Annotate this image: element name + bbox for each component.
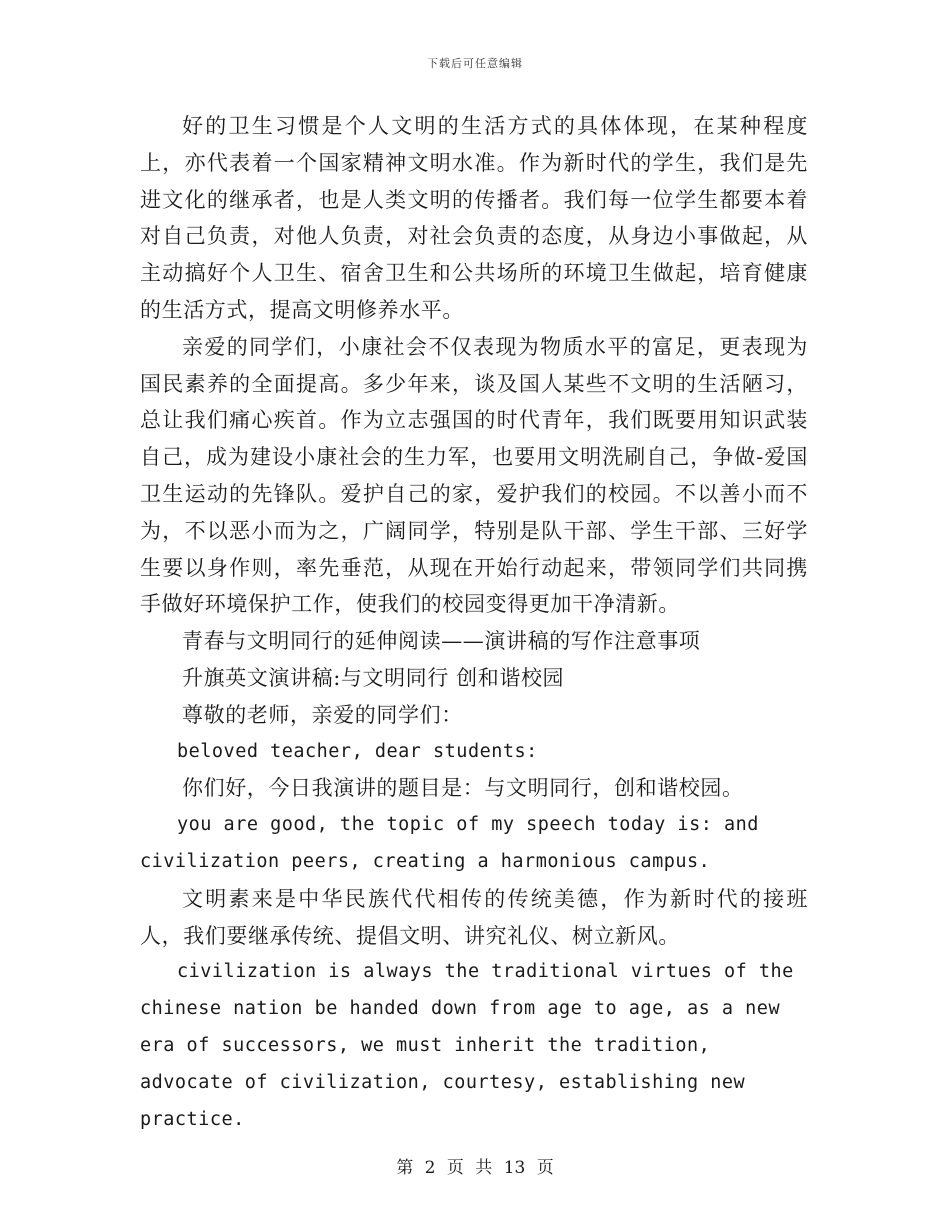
header-note: 下载后可任意编辑 <box>427 57 523 70</box>
paragraph-extended-reading-title: 青春与文明同行的延伸阅读——演讲稿的写作注意事项 <box>182 629 701 654</box>
paragraph-virtue-en: civilization is always the traditional virtues of the chinese nation be handed down from age to age, as a new era of successors, we must inherit the tradition, advocate of civilization, courtesy, establishing new practice. <box>140 961 794 1130</box>
paragraph-greeting-zh: 尊敬的老师，亲爱的同学们： <box>182 702 463 727</box>
paragraph-topic-en: you are good, the topic of my speech today is: and civilization peers, creating a harmonious campus. <box>140 814 759 872</box>
paragraph-virtue-zh: 文明素来是中华民族代代相传的传统美德，作为新时代的接班人，我们要继承传统、提倡文明、讲究礼仪、树立新风。 <box>140 886 808 948</box>
paragraph-topic-zh: 你们好，今日我演讲的题目是：与文明同行，创和谐校园。 <box>182 776 744 801</box>
paragraph-dear-students: 亲爱的同学们，小康社会不仅表现为物质水平的富足，更表现为国民素养的全面提高。多少年来，谈及国人某些不文明的生活陋习，总让我们痛心疾首。作为立志强国的时代青年，我们既要用知识武装自己，成为建设小康社会的生力军，也要用文明洗刷自己，争做-爱国卫生运动的先锋队。爱护自己的家，爱护我们的校园。不以善小而不为，不以恶小而为之，广阔同学，特别是队干部、学生干部、三好学生要以身作则，率先垂范，从现在开始行动起来，带领同学们共同携手做好环境保护工作，使我们的校园变得更加干净清新。 <box>140 334 808 617</box>
document-body <box>140 108 808 1138</box>
paragraph-hygiene-habits: 好的卫生习惯是个人文明的生活方式的具体体现，在某种程度上，亦代表着一个国家精神文明水准。作为新时代的学生，我们是先进文化的继承者，也是人类文明的传播者。我们每一位学生都要本着对自己负责，对他人负责，对社会负责的态度，从身边小事做起，从主动搞好个人卫生、宿舍卫生和公共场所的环境卫生做起，培育健康的生活方式，提高文明修养水平。 <box>140 114 808 322</box>
page-number: 第 2 页 共 13 页 <box>396 1158 554 1178</box>
paragraph-speech-title: 升旗英文演讲稿:与文明同行 创和谐校园 <box>182 665 565 690</box>
paragraph-greeting-en: beloved teacher, dear students: <box>177 740 538 762</box>
